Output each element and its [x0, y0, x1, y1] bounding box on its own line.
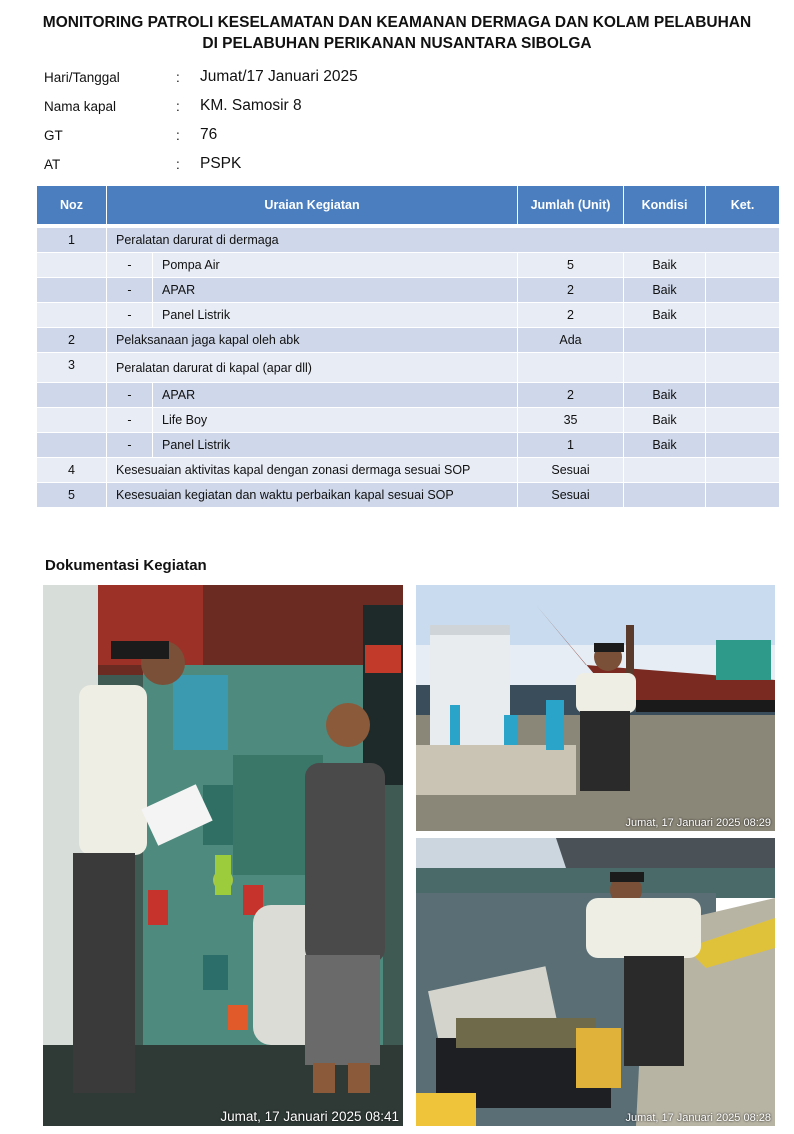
photo-dock-panel [416, 585, 775, 831]
photo-timestamp: Jumat, 17 Januari 2025 08:29 [625, 817, 771, 829]
row-no [37, 383, 107, 408]
row-text: APAR [153, 278, 518, 303]
info-row-ship-name [44, 95, 544, 124]
row-text: Peralatan darurat di kapal (apar dll) [107, 353, 518, 383]
row-kondisi: Baik [624, 433, 706, 458]
info-row-date [44, 66, 544, 95]
row-jumlah: Sesuai [518, 458, 624, 483]
row-kondisi [624, 458, 706, 483]
info-label: Nama kapal [44, 99, 117, 114]
document-title [0, 12, 794, 54]
row-kondisi: Baik [624, 278, 706, 303]
photo-engine-room [43, 585, 403, 1126]
table-row [37, 303, 780, 328]
header-ket: Ket. [706, 186, 780, 227]
row-dash: - [107, 408, 153, 433]
info-colon: : [176, 99, 180, 114]
table-row [37, 226, 780, 253]
row-text: APAR [153, 383, 518, 408]
row-ket [706, 303, 780, 328]
info-value: Jumat/17 Januari 2025 [200, 68, 358, 85]
row-jumlah: 2 [518, 303, 624, 328]
row-no: 5 [37, 483, 107, 508]
info-value: 76 [200, 126, 218, 143]
row-text: Kesesuaian kegiatan dan waktu perbaikan kapal sesuai SOP [107, 483, 518, 508]
row-text: Panel Listrik [153, 303, 518, 328]
row-jumlah: 2 [518, 278, 624, 303]
info-label: AT [44, 157, 61, 172]
row-no [37, 278, 107, 303]
row-text: Panel Listrik [153, 433, 518, 458]
row-no: 4 [37, 458, 107, 483]
header-no: Noz [37, 186, 107, 227]
row-text: Life Boy [153, 408, 518, 433]
title-line-2: DI PELABUHAN PERIKANAN NUSANTARA SIBOLGA [202, 35, 592, 52]
row-text: Pompa Air [153, 253, 518, 278]
row-ket [706, 458, 780, 483]
table-row [37, 433, 780, 458]
row-ket [706, 483, 780, 508]
info-value: KM. Samosir 8 [200, 97, 302, 114]
row-kondisi [624, 353, 706, 383]
row-text: Peralatan darurat di dermaga [107, 226, 780, 253]
header-jumlah: Jumlah (Unit) [518, 186, 624, 227]
row-ket [706, 408, 780, 433]
row-no [37, 408, 107, 433]
info-value: PSPK [200, 155, 242, 172]
info-colon: : [176, 70, 180, 85]
info-row-at [44, 153, 544, 182]
row-text: Pelaksanaan jaga kapal oleh abk [107, 328, 518, 353]
row-kondisi: Baik [624, 253, 706, 278]
row-jumlah: 5 [518, 253, 624, 278]
row-jumlah: 2 [518, 383, 624, 408]
table-row [37, 253, 780, 278]
row-no: 1 [37, 226, 107, 253]
table-row [37, 383, 780, 408]
table-row [37, 353, 780, 383]
row-kondisi [624, 483, 706, 508]
header-kondisi: Kondisi [624, 186, 706, 227]
row-ket [706, 253, 780, 278]
row-no [37, 253, 107, 278]
info-label: Hari/Tanggal [44, 70, 120, 85]
row-dash: - [107, 303, 153, 328]
info-colon: : [176, 157, 180, 172]
title-line-1: MONITORING PATROLI KESELAMATAN DAN KEAMANAN DERMAGA DAN KOLAM PELABUHAN [42, 14, 752, 31]
row-ket [706, 383, 780, 408]
row-jumlah [518, 353, 624, 383]
row-kondisi: Baik [624, 408, 706, 433]
row-no [37, 303, 107, 328]
header-uraian: Uraian Kegiatan [107, 186, 518, 227]
info-row-gt [44, 124, 544, 153]
activity-table [36, 185, 780, 508]
engine-room-illustration [43, 585, 403, 1126]
row-jumlah: 35 [518, 408, 624, 433]
row-ket [706, 278, 780, 303]
documentation-title: Dokumentasi Kegiatan [45, 557, 207, 574]
dock-box-illustration [416, 838, 775, 1126]
row-ket [706, 328, 780, 353]
row-kondisi [624, 328, 706, 353]
row-kondisi: Baik [624, 303, 706, 328]
row-dash: - [107, 433, 153, 458]
photo-timestamp: Jumat, 17 Januari 2025 08:28 [625, 1112, 771, 1124]
table-row [37, 278, 780, 303]
row-jumlah: Ada [518, 328, 624, 353]
photo-dock-box [416, 838, 775, 1126]
info-label: GT [44, 128, 63, 143]
table-row [37, 408, 780, 433]
row-jumlah: Sesuai [518, 483, 624, 508]
table-row [37, 328, 780, 353]
dock-panel-illustration [416, 585, 775, 831]
table-row [37, 458, 780, 483]
row-dash: - [107, 253, 153, 278]
table-header-row [37, 186, 780, 227]
photo-timestamp: Jumat, 17 Januari 2025 08:41 [220, 1109, 399, 1124]
row-dash: - [107, 278, 153, 303]
row-jumlah: 1 [518, 433, 624, 458]
row-no [37, 433, 107, 458]
row-dash: - [107, 383, 153, 408]
row-ket [706, 433, 780, 458]
row-no: 3 [37, 353, 107, 383]
row-kondisi: Baik [624, 383, 706, 408]
row-ket [706, 353, 780, 383]
row-no: 2 [37, 328, 107, 353]
row-text: Kesesuaian aktivitas kapal dengan zonasi dermaga sesuai SOP [107, 458, 518, 483]
table-row [37, 483, 780, 508]
info-colon: : [176, 128, 180, 143]
